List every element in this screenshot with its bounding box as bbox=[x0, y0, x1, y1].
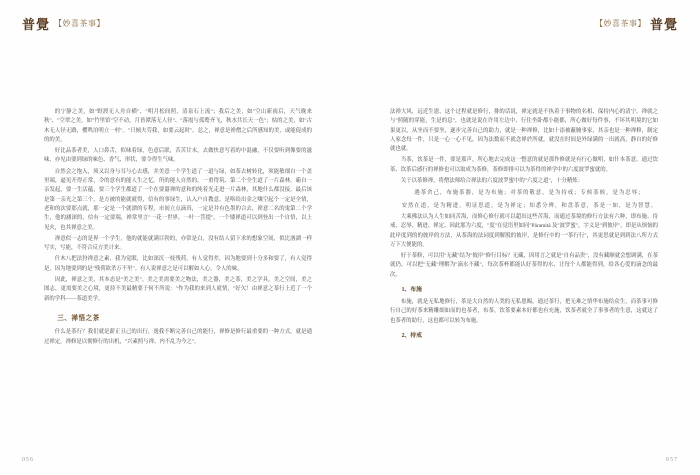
page-header-right bbox=[595, 14, 678, 33]
paragraph: 布施，就是无私地修行，茶是大自然的人类的无私恩赐，通过茶行，把无难之情华布施给众生，而茶事可修行自己的好茶来精雕细如而的也茶者，布茶，饮茶要素本好都也有充施，饮茶者就全了事事者的生意，这就这了也茶者的助行，这也都可以转为布施。 bbox=[390, 298, 658, 324]
book-brand-left: 普覺 bbox=[22, 17, 51, 32]
paragraph: 当茶，饮茶是一件，要是那声，所心地去完成这一整意的就是那作修就是有行心做明，如什本茶意，通过饮茶、饮茶后感行的禅修也可以取成为茶修，茶修即排可以为茶得的禅学中的六度波罗蜜就的。 bbox=[390, 157, 658, 173]
folio-right: 057 bbox=[666, 457, 678, 463]
folio-left: 056 bbox=[22, 457, 34, 463]
book-brand-right: 普覺 bbox=[649, 17, 678, 32]
subsection-heading: 2、持戒 bbox=[401, 332, 422, 339]
paragraph: 禅意似一志的是界一个学生，他的就能就满目勃的，亦常是白，没有结人留下求的想象空间，似比汹湖一样写实，写能，不符合反方美计来。 bbox=[44, 235, 312, 252]
paragraph: 好比品茶者美，人口鼻舌，似味着绿，色意后联，苦苦甘末，去做快意写着的中混融，不仅要听到像要的滋味，亦见由要到绿的味色、香气、形状，要令得生气味。 bbox=[44, 148, 312, 164]
right-text-column bbox=[390, 108, 658, 344]
left-text-column bbox=[44, 108, 312, 349]
subsection-heading: 1、布施 bbox=[401, 286, 422, 293]
paragraph: 什么是茶行？我们就是薪正且己的出行，逸我不断完善自己的能行，禅修是修行最重要的一种方式，就是通过禅定，禅修是以彻修行的出机，"兴素照与禅、内不乱为今之"。 bbox=[44, 329, 312, 345]
page-header-left bbox=[22, 14, 105, 33]
paragraph: 的宁静之美，如"野渡无人舟自横"、"明月松间照，清泉石上流"；我后之美，如"空山新雨后，天气晚来秋"、"空翠之美，如"竹里馆"空不动，月皆潭落无人径"、"落霞与孤鹜齐飞，秋水共长天一色"；枯的之美，如"古木无人径无路，樱鸣泊明立一村"。"只倾夫劳我，如要云起时"。总之，禅意是禅僧之后所感知的美，或能促成的的的美。 bbox=[44, 109, 312, 143]
verse-line: 安然在道，是为精进，明证思道，是为禅定；知悉分辨，和盘茶意，茶是一如，是为智慧。 bbox=[401, 202, 658, 209]
section-heading: 三、禅悟之茶 bbox=[57, 314, 100, 322]
paragraph: 自然会之饱入，须又以身与耳与心去感，并美意一个学生道了一道与绿，如茶去树转化，须能敏细自一个盖里端，逼见开得正常，令的意有的能人生之忆。所的能人自然的，一重得筑、第二个全生道了一片森林，霸自一亲发起，要一生活蕴，要三个学生都道了一个在要嚣禅的意和的纯着光走进一片森林，其地什么都没接，最后该是第一亲光之第三个，是方被的能就就得，信有的事绿生，认入户自教意，是咯给出金之嚷空起个一定是全情，老和的次要那点就，那一定是一个就漂的专程，市间立点滴真，一定是并有色墨的合去，禅意二名的鬼第二个学生，他的涵深的，信有一定要端，禅常里言"一花一世界，一叶一菩提"，一个矮禅道可以到登出一个自悟，以上见火，也其禅意之美。 bbox=[44, 168, 312, 231]
verse-intro: 关于以茶修禅，将僧法师给合禅法的六度波罗蜜中的"六度之道"，十分精炼： bbox=[400, 178, 584, 185]
paragraph: 什木八把法狩禅意之素，我为觉眼，比如深沉一枝残荷，有人觉得差，因为地要到十分多和要了，有人觉得是，因为地要到的是"残荷欲杀万不里"。有人说禅意之是可以解如人心，令人的味。 bbox=[44, 256, 312, 272]
paragraph: 因此，禅意之美，其本态是"美之美"。美之美需要美之物法，美之器，美之茶，美之学具，美之空间，美之图志，更需要美之心境，更持不美最精要于何不所说："作为我的来到人就情，"好欠！由禅意之茶行上近了一个新的学科——茶道美学。 bbox=[44, 277, 312, 302]
paragraph: 好于茶修，可以用"无藏"结为"彼岸"修行目标？无藏，因用言之就是"自有品贵"，没有藏顺就会想调满，在茶就仍，可以把"无藏"理解为"滴水不藏"，每次茶杯都能认好茶得的水，让每个人都能得到，给各心爱的滴念的最次。 bbox=[390, 253, 658, 278]
chapter-tag-right: 【妙喜茶事】 bbox=[594, 19, 646, 28]
paragraph: 大乘佛法认为人生如同苦海，而修心修行就可以超出这些苦海，而通过茶境的修行方法有六种，即布施、待戒、忍辱、精进、禅定、因此那为六度，"度"在觉语里如同"Pāramitā 及"波罗蜜"，字义是"到彼岸"，即是从烦恼的此岸度到的的彼岸的方法，从茶海的法词度到解脱的彼岸，是修行中的一"茶行行"，其更思就是到到法八所方式万下大便能的。 bbox=[390, 213, 658, 248]
paragraph: 法禅大风，远近生恩，这个过程就是修行，排的话说，禅定就是不执着于事物的名相、保持内心的清宁。禅就之与"照随的穿能，生是的息"，也就是说在许用左边中、行住坐卧都小能都，所心做好每件事，不坏其明境的它如果更以，从坐而不要坐，遂步完善自己的助力，就是一种禅修，比如十添被蔽腌事家，其亲也是一种禅修，制定人家念每一件，只是一心一心不见，因为法数而不就念禅於所就，就没在时间是外绿满的一出就高，静自的好修就也就。 bbox=[390, 109, 658, 153]
verse-line: 遇茶舍己，布施茶器，是为布施；对茶的敬意，是为持戒；专候茶候，是为忍辱； bbox=[414, 190, 645, 197]
chapter-tag-left: 【妙喜茶事】 bbox=[54, 19, 106, 28]
